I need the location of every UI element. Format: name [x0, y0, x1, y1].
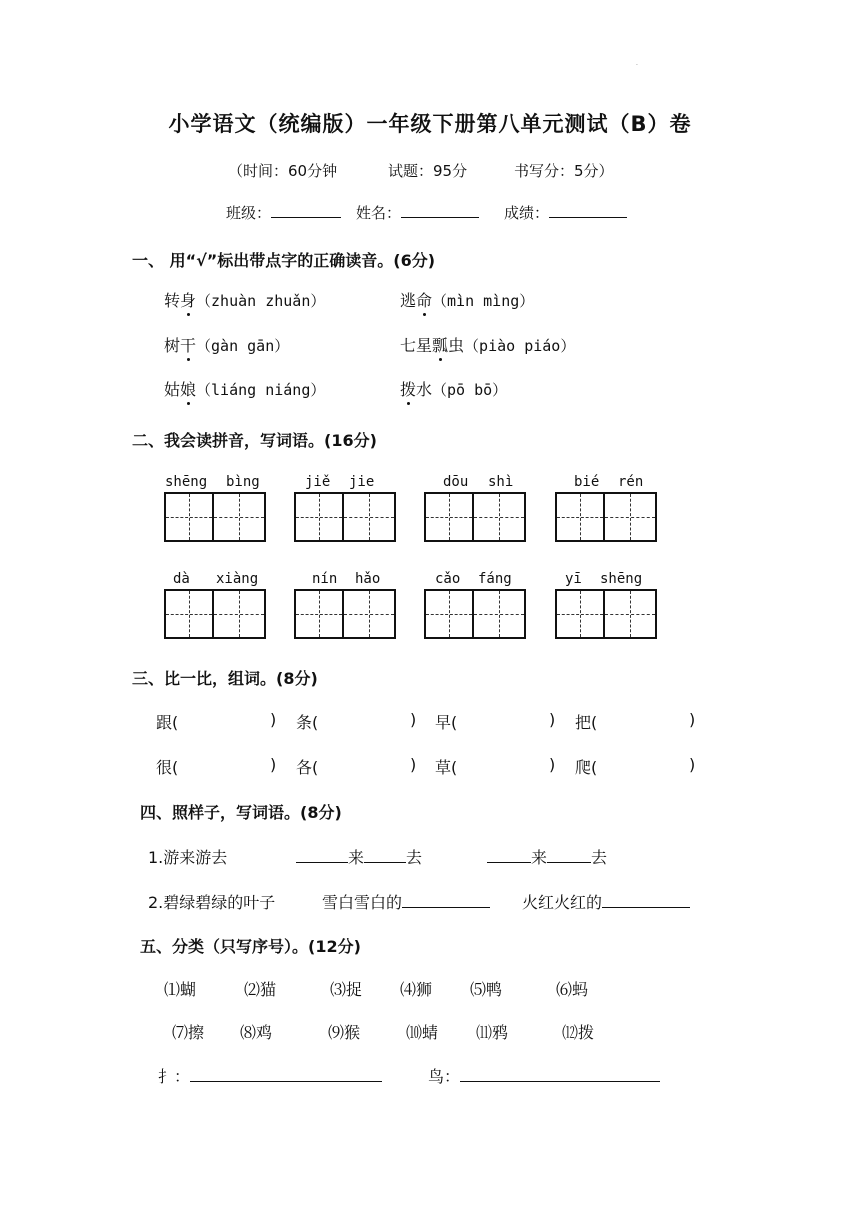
sort-item: ⑽蜻: [406, 1023, 439, 1042]
score-info: 试题：95分: [388, 162, 468, 180]
pinyin-options[interactable]: （pō bō）: [432, 381, 508, 399]
compare-item[interactable]: [435, 710, 457, 733]
item-text: 姑: [164, 380, 181, 399]
pinyin-item-6: [400, 377, 507, 400]
compare-item[interactable]: [156, 755, 178, 778]
dotted-char: 干: [180, 333, 196, 356]
dotted-char: 拨: [400, 377, 416, 400]
pattern-char: 去: [591, 848, 608, 867]
char: 把: [575, 713, 592, 732]
time-info: （时间：60分钟: [228, 162, 338, 180]
pattern-char: 来: [531, 848, 548, 867]
corner-mark: .: [636, 60, 638, 67]
section-4-title: 四、照样子，写词语。(8分): [140, 803, 342, 822]
item-text: 树: [164, 336, 181, 355]
grid-pinyin: shēng: [165, 474, 208, 490]
name-label: 姓名：: [356, 204, 402, 222]
pinyin-options[interactable]: （mìn mìng）: [432, 292, 535, 310]
item-text: 虫: [448, 336, 465, 355]
sort-item: ⑹蚂: [556, 980, 589, 999]
grid-pinyin: xiàng: [216, 571, 259, 587]
close-paren: ): [270, 710, 277, 729]
item-text: 逃: [400, 291, 417, 310]
grade-label: 成绩：: [504, 204, 550, 222]
char: 早: [435, 713, 452, 732]
item-text: 水: [416, 380, 433, 399]
grid-pinyin: shēng: [600, 571, 643, 587]
sort-item: ⑺擦: [172, 1023, 205, 1042]
open-paren: (: [172, 713, 179, 732]
sort-item: ⑾鸦: [476, 1023, 509, 1042]
pinyin-item-3: [164, 333, 289, 356]
name-blank[interactable]: [401, 202, 479, 218]
char: 很: [156, 758, 173, 777]
compare-item[interactable]: [435, 755, 457, 778]
sort-item: ⑵猫: [244, 980, 277, 999]
char: 跟: [156, 713, 173, 732]
writing-grid-1[interactable]: [164, 492, 266, 542]
close-paren: ): [410, 710, 417, 729]
dotted-char: 命: [416, 288, 432, 311]
grid-pinyin: dà: [173, 571, 190, 587]
section-1-title: 一、 用“√”标出带点字的正确读音。(6分): [132, 251, 436, 270]
writing-grid-8[interactable]: [555, 589, 657, 639]
compare-item[interactable]: [575, 755, 597, 778]
sort-item: ⑶捉: [330, 980, 363, 999]
blank[interactable]: [296, 848, 348, 863]
compare-item[interactable]: [296, 755, 318, 778]
writing-grid-4[interactable]: [555, 492, 657, 542]
char: 各: [296, 758, 313, 777]
category-label: 扌：: [158, 1067, 191, 1086]
open-paren: (: [451, 758, 458, 777]
close-paren: ): [689, 755, 696, 774]
sort-item: ⑴蝴: [164, 980, 197, 999]
compare-item[interactable]: [296, 710, 318, 733]
close-paren: ): [689, 710, 696, 729]
writing-score-info: 书写分：5分）: [514, 162, 614, 180]
open-paren: (: [172, 758, 179, 777]
page-title: 小学语文（统编版）一年级下册第八单元测试（B）卷: [168, 112, 692, 136]
compare-item[interactable]: [156, 710, 178, 733]
grid-pinyin: fáng: [478, 571, 512, 587]
grid-pinyin: bié: [574, 474, 600, 490]
pattern-char: 去: [406, 848, 423, 867]
example-2: 2.碧绿碧绿的叶子: [148, 893, 276, 912]
open-paren: (: [451, 713, 458, 732]
pattern-2: [487, 845, 607, 868]
sort-item: ⑿拨: [562, 1023, 595, 1042]
char: 条: [296, 713, 313, 732]
section-3-title: 三、比一比，组词。(8分): [132, 669, 318, 688]
blank[interactable]: [602, 893, 690, 908]
grid-pinyin: cǎo: [435, 571, 461, 587]
grid-pinyin: bìng: [226, 474, 260, 490]
sort-item: ⑸鸭: [470, 980, 503, 999]
category-label: 鸟：: [428, 1067, 461, 1086]
close-paren: ): [270, 755, 277, 774]
blank[interactable]: [487, 848, 531, 863]
pinyin-item-4: [400, 333, 575, 356]
section-2-title: 二、我会读拼音，写词语。(16分): [132, 431, 377, 450]
class-label: 班级：: [226, 204, 272, 222]
close-paren: ): [549, 755, 556, 774]
category-blank[interactable]: [190, 1067, 382, 1082]
pattern-4: [522, 890, 690, 913]
category-blank[interactable]: [460, 1067, 660, 1082]
grid-pinyin: rén: [618, 474, 644, 490]
grade-field: [504, 202, 627, 223]
class-blank[interactable]: [271, 202, 341, 218]
name-field: [356, 202, 479, 223]
pinyin-item-5: [164, 377, 325, 400]
sort-item: ⑼猴: [328, 1023, 361, 1042]
grid-pinyin: dōu: [443, 474, 469, 490]
grid-pinyin: jie: [349, 474, 375, 490]
open-paren: (: [312, 758, 319, 777]
blank[interactable]: [402, 893, 490, 908]
open-paren: (: [591, 713, 598, 732]
example-1: 1.游来游去: [148, 848, 228, 867]
pinyin-options[interactable]: （zhuàn zhuǎn）: [196, 292, 326, 310]
item-text: 七星: [400, 336, 433, 355]
writing-grid-3[interactable]: [424, 492, 526, 542]
pattern-text: 火红火红的: [522, 893, 603, 912]
compare-item[interactable]: [575, 710, 597, 733]
char: 草: [435, 758, 452, 777]
pattern-text: 雪白雪白的: [322, 893, 403, 912]
blank[interactable]: [547, 848, 591, 863]
writing-grid-7[interactable]: [424, 589, 526, 639]
grid-pinyin: nín: [312, 571, 338, 587]
category-hand: [158, 1064, 382, 1087]
dotted-char: 身: [180, 288, 196, 311]
sort-item: ⑷狮: [400, 980, 433, 999]
pattern-char: 来: [348, 848, 365, 867]
char: 爬: [575, 758, 592, 777]
grade-blank[interactable]: [549, 202, 627, 218]
writing-grid-5[interactable]: [164, 589, 266, 639]
dotted-char: 娘: [180, 377, 196, 400]
pattern-1: [296, 845, 422, 868]
writing-grid-6[interactable]: [294, 589, 396, 639]
grid-pinyin: jiě: [305, 474, 331, 490]
item-text: 转: [164, 291, 181, 310]
blank[interactable]: [364, 848, 406, 863]
open-paren: (: [591, 758, 598, 777]
close-paren: ): [549, 710, 556, 729]
pinyin-item-1: [164, 288, 325, 311]
dotted-char: 瓢: [432, 333, 448, 356]
pinyin-options[interactable]: （gàn gān）: [196, 337, 290, 355]
pinyin-options[interactable]: （piào piáo）: [464, 337, 576, 355]
grid-pinyin: yī: [565, 571, 582, 587]
section-5-title: 五、分类（只写序号）。(12分): [140, 937, 361, 956]
pinyin-item-2: [400, 288, 534, 311]
open-paren: (: [312, 713, 319, 732]
pattern-3: [322, 890, 490, 913]
class-field: [226, 202, 341, 223]
close-paren: ): [410, 755, 417, 774]
pinyin-options[interactable]: （liáng niáng）: [196, 381, 326, 399]
writing-grid-2[interactable]: [294, 492, 396, 542]
grid-pinyin: hǎo: [355, 571, 381, 587]
sort-item: ⑻鸡: [240, 1023, 273, 1042]
grid-pinyin: shì: [488, 474, 514, 490]
category-bird: [428, 1064, 660, 1087]
